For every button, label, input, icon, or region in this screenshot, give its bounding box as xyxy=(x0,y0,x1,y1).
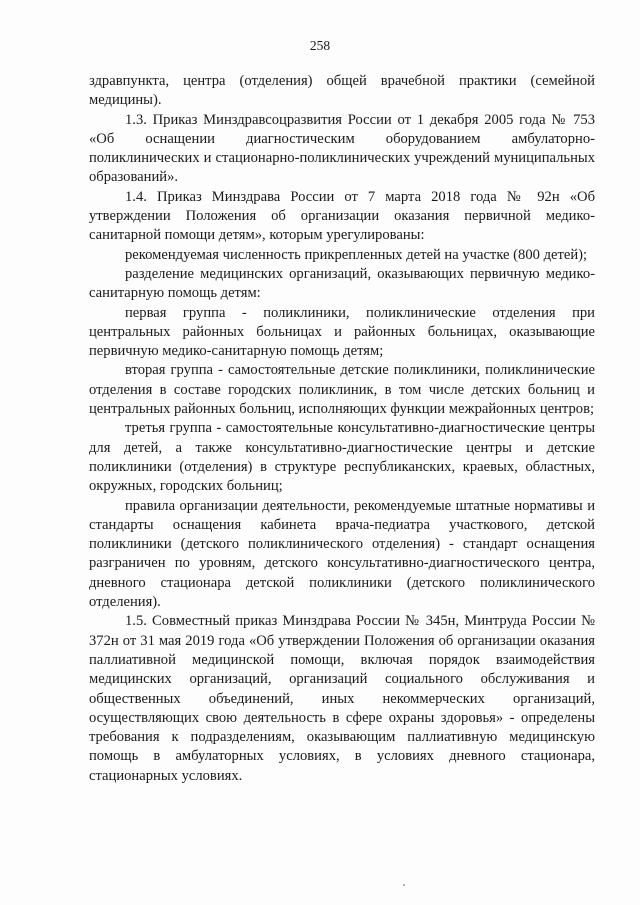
paragraph-group-2: вторая группа - самостоятельные детские поликлиники, поликлинические отделения в составе городских поликлиник, в том числе детских больниц и центральных районных больниц, исполняющих функции межрайонных центров; xyxy=(89,362,595,418)
page-number: 258 xyxy=(309,38,331,53)
paragraph-group-1: первая группа - поликлиники, поликлинические отделения при центральных районных больницах и районных больницах, оказывающие первичную медико-санитарную помощь детям; xyxy=(89,304,595,360)
paragraph-order-1-5: 1.5. Совместный приказ Минздрава России № 345н, Минтруда России № 372н от 31 мая 2019 года «Об утверждении Положения об организации оказания паллиативной медицинской помощи, включая порядок взаимодействия медицинских организаций, организаций социального обслуживания и общественных объединений, иных некоммерческих организаций, осуществляющих свою деятельность в сфере охраны здоровья» - определены требования к подразделениям, оказывающим паллиативную медицинскую помощь в амбулаторных условиях, в условиях дневного стационара, стационарных условиях. xyxy=(89,613,595,784)
document-body xyxy=(89,72,595,786)
paragraph-rules: правила организации деятельности, рекомендуемые штатные нормативы и стандарты оснащения кабинета врача-педиатра участкового, детской поликлиники (детского поликлинического отделения) - стандарт оснащения разграничен по уровням, детского консультативно-диагностического центра, дневного стационара детской поликлиники (детского поликлинического отделения). xyxy=(89,497,595,611)
paragraph-continuation: здравпункта, центра (отделения) общей врачебной практики (семейной медицины). xyxy=(89,73,595,109)
paragraph-group-3: третья группа - самостоятельные консультативно-диагностические центры для детей, а также консультативно-диагностические центры и детские поликлиники (отделения) в структуре республиканских, краевых, областных, окружных, городских больниц; xyxy=(89,420,595,495)
paragraph-division: разделение медицинских организаций, оказывающих первичную медико-санитарную помощь детям: xyxy=(89,265,595,302)
paragraph-recommended-count: рекомендуемая численность прикрепленных детей на участке (800 детей); xyxy=(125,246,588,263)
scan-speck xyxy=(403,884,405,886)
paragraph-order-1-4: 1.4. Приказ Минздрава России от 7 марта 2018 года № 92н «Об утверждении Положения об организации оказания первичной медико-санитарной помощи детям», которым урегулированы: xyxy=(89,188,595,244)
paragraph-order-1-3: 1.3. Приказ Минздравсоцразвития России от 1 декабря 2005 года № 753 «Об оснащении диагностическим оборудованием амбулаторно-поликлинических и стационарно-поликлинических учреждений муниципальных образований». xyxy=(89,111,595,186)
